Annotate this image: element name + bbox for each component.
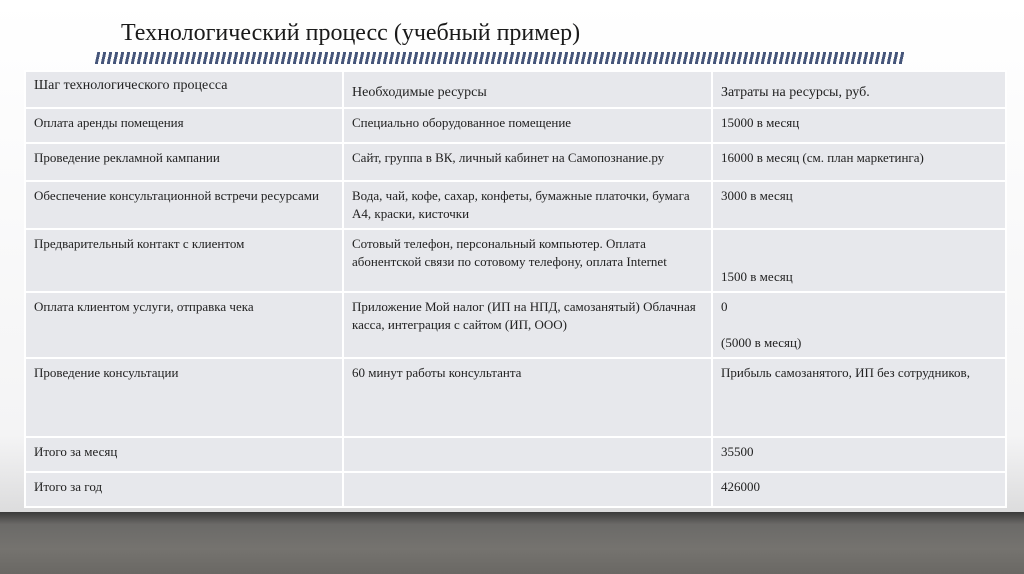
- cell: 426000: [712, 472, 1006, 507]
- header-cell: Шаг технологического процесса: [25, 71, 343, 108]
- table-row: [25, 108, 1006, 143]
- table-row: [25, 437, 1006, 472]
- table-header-row: [25, 71, 1006, 108]
- table-row: [25, 229, 1006, 292]
- cell: Обеспечение консультационной встречи ресурсами: [25, 181, 343, 229]
- cell: Прибыль самозанятого, ИП без сотрудников,: [712, 358, 1006, 437]
- cell: 1500 в месяц: [712, 229, 1006, 292]
- cell: Итого за месяц: [25, 437, 343, 472]
- cell: Оплата клиентом услуги, отправка чека: [25, 292, 343, 358]
- cell: [343, 437, 712, 472]
- cell: Сотовый телефон, персональный компьютер. Оплата абонентской связи по сотовому телефону, оплата Internet: [343, 229, 712, 292]
- cell: 60 минут работы консультанта: [343, 358, 712, 437]
- cell: Проведение консультации: [25, 358, 343, 437]
- cell: 0 (5000 в месяц): [712, 292, 1006, 358]
- cell: [343, 472, 712, 507]
- cell: 15000 в месяц: [712, 108, 1006, 143]
- cell: Приложение Мой налог (ИП на НПД, самозанятый) Облачная касса, интеграция с сайтом (ИП, ООО): [343, 292, 712, 358]
- cell: Специально оборудованное помещение: [343, 108, 712, 143]
- cell: 35500: [712, 437, 1006, 472]
- cell: Вода, чай, кофе, сахар, конфеты, бумажные платочки, бумага А4, краски, кисточки: [343, 181, 712, 229]
- decorative-stripe: [95, 52, 906, 64]
- floor-background: [0, 512, 1024, 574]
- cell: Предварительный контакт с клиентом: [25, 229, 343, 292]
- cell: 3000 в месяц: [712, 181, 1006, 229]
- slide-title: Технологический процесс (учебный пример): [121, 20, 581, 46]
- process-table: [24, 70, 1007, 508]
- cell: Проведение рекламной кампании: [25, 143, 343, 181]
- header-cell: Необходимые ресурсы: [343, 71, 712, 108]
- cell: Итого за год: [25, 472, 343, 507]
- cell: 16000 в месяц (см. план маркетинга): [712, 143, 1006, 181]
- table-row: [25, 143, 1006, 181]
- header-cell: Затраты на ресурсы, руб.: [712, 71, 1006, 108]
- table-row: [25, 181, 1006, 229]
- table-row: [25, 472, 1006, 507]
- table-row: [25, 358, 1006, 437]
- table-row: [25, 292, 1006, 358]
- cell: Сайт, группа в ВК, личный кабинет на Самопознание.ру: [343, 143, 712, 181]
- cell: Оплата аренды помещения: [25, 108, 343, 143]
